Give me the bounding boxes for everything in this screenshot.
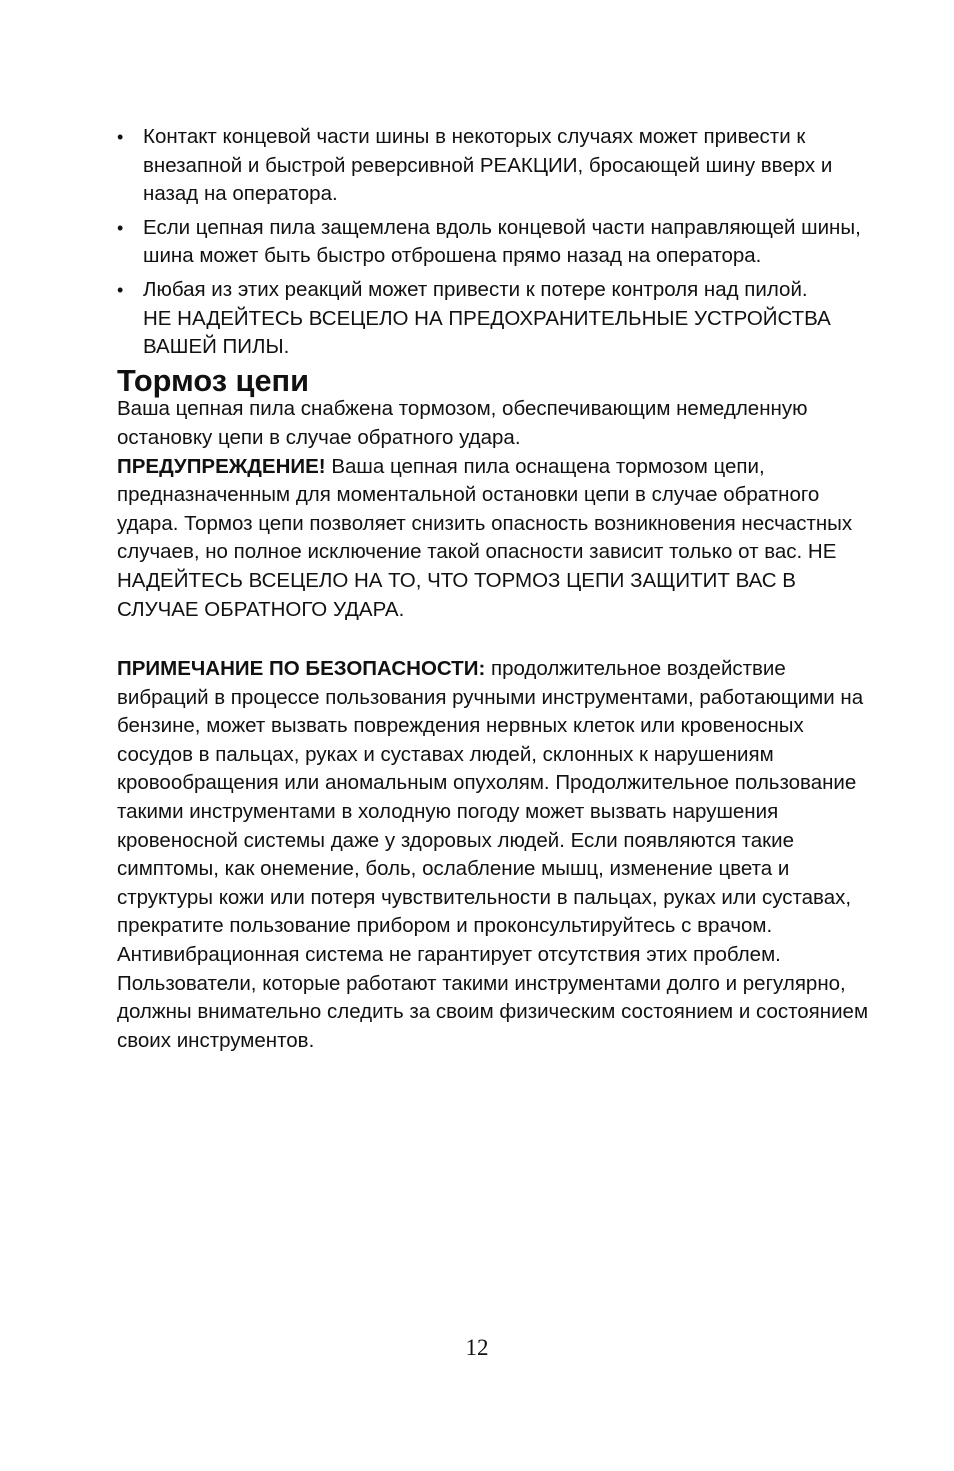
bullet-text: Если цепная пила защемлена вдоль концевой части направляющей шины, шина может быть быстро отброшена прямо назад на оператора. bbox=[143, 215, 861, 268]
page-content bbox=[117, 123, 869, 1055]
page-number: 12 bbox=[465, 1335, 489, 1360]
chain-brake-warning bbox=[117, 453, 869, 625]
bullet-caps-warning: НЕ НАДЕЙТЕСЬ ВСЕЦЕЛО НА ПРЕДОХРАНИТЕЛЬНЫЕ УСТРОЙСТВА ВАШЕЙ ПИЛЫ. bbox=[143, 306, 831, 359]
warning-text: Ваша цепная пила оснащена тормозом цепи, предназначенным для моментальной остановки цепи в случае обратного удара. Тормоз цепи позволяет снизить опасность возникновения несчастных случаев, но полное исключение такой опасности зависит только от вас. НЕ НАДЕЙТЕСЬ ВСЕЦЕЛО НА ТО, ЧТО ТОРМОЗ ЦЕПИ ЗАЩИТИТ ВАС В СЛУЧАЕ ОБРАТНОГО УДАРА. bbox=[117, 454, 853, 621]
chain-brake-heading: Тормоз цепи bbox=[117, 362, 310, 398]
safety-note-label: ПРИМЕЧАНИЕ ПО БЕЗОПАСНОСТИ: bbox=[117, 657, 486, 681]
bullet-text: Контакт концевой части шины в некоторых случаях может привести к внезапной и быстрой реверсивной РЕАКЦИИ, бросающей шину вверх и назад на оператора. bbox=[143, 125, 833, 206]
warning-label: ПРЕДУПРЕЖДЕНИЕ! bbox=[117, 454, 326, 478]
bullet-item bbox=[117, 123, 869, 209]
bullet-item bbox=[117, 214, 869, 271]
section-spacer bbox=[117, 624, 869, 655]
chain-brake-intro: Ваша цепная пила снабжена тормозом, обеспечивающим немедленную остановку цепи в случае обратного удара. bbox=[117, 397, 808, 449]
bullet-item bbox=[117, 276, 869, 362]
bullet-text: Любая из этих реакций может привести к потере контроля над пилой. bbox=[143, 277, 808, 301]
kickback-bullet-list bbox=[117, 123, 869, 362]
safety-note-text: продолжительное воздействие вибраций в процессе пользования ручными инструментами, работающими на бензине, может вызвать повреждения нервных клеток или кровеносных сосудов в пальцах, руках и суставах людей, склонных к нарушениям кровообращения или аномальным опухолям. Продолжительное пользование такими инструментами в холодную погоду может вызвать нарушения кровеносной системы даже у здоровых людей. Если появляются такие симптомы, как онемение, боль, ослабление мышц, изменение цвета и структуры кожи или потеря чувствительности в пальцах, руках или суставах, прекратите пользование прибором и проконсультируйтесь с врачом. Антивибрационная система не гарантирует отсутствия этих проблем. Пользователи, которые работают такими инструментами долго и регулярно, должны внимательно следить за своим физическим состоянием и состоянием своих инструментов. bbox=[117, 657, 869, 1052]
safety-note bbox=[117, 655, 869, 1055]
